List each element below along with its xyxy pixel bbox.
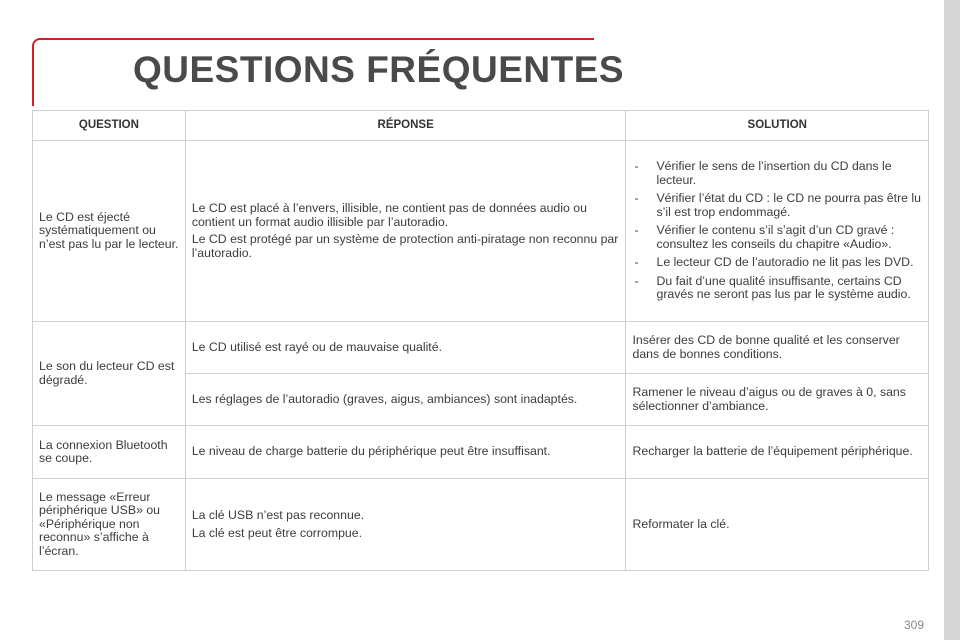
solution-item: - Vérifier le contenu s’il s’agit d’un CD gravé : consultez les conseils du chapitre «Audio». — [632, 224, 922, 251]
page-number: 309 — [904, 618, 925, 632]
solution-list — [632, 160, 922, 302]
table-row — [33, 322, 929, 374]
solution-cell: Insérer des CD de bonne qualité et les conserver dans de bonnes conditions. — [626, 322, 929, 374]
solution-cell: Ramener le niveau d’aigus ou de graves à 0, sans sélectionner d’ambiance. — [626, 374, 929, 426]
header-question: QUESTION — [33, 111, 186, 141]
header-solution: SOLUTION — [626, 111, 929, 141]
response-cell — [185, 141, 626, 322]
faq-table — [32, 110, 929, 571]
response-text: La clé USB n’est pas reconnue. — [191, 508, 365, 522]
solution-cell: Reformater la clé. — [626, 479, 929, 571]
question-cell: Le CD est éjecté systématiquement ou n’est pas lu par le lecteur. — [33, 141, 186, 322]
header-response: RÉPONSE — [185, 111, 626, 141]
table-row — [33, 141, 929, 322]
table-row — [33, 426, 929, 479]
response-cell: Le CD utilisé est rayé ou de mauvaise qualité. — [185, 322, 626, 374]
page-title: QUESTIONS FRÉQUENTES — [133, 49, 625, 90]
question-cell: Le message «Erreur périphérique USB» ou «Périphérique non reconnu» s’affiche à l’écran. — [33, 479, 186, 571]
response-cell: Les réglages de l’autoradio (graves, aigus, ambiances) sont inadaptés. — [185, 374, 626, 426]
solution-cell — [626, 141, 929, 322]
response-text: Le CD est protégé par un système de protection anti-piratage non reconnu par l’autoradio. — [191, 232, 619, 260]
response-text: La clé est peut être corrompue. — [191, 525, 363, 540]
table-row — [33, 479, 929, 571]
solution-item: - Vérifier le sens de l’insertion du CD dans le lecteur. — [632, 160, 922, 187]
question-cell: Le son du lecteur CD est dégradé. — [33, 322, 186, 426]
solution-item: - Le lecteur CD de l’autoradio ne lit pas les DVD. — [632, 256, 922, 270]
page-side-bar — [944, 0, 960, 640]
response-cell: Le niveau de charge batterie du périphérique peut être insuffisant. — [185, 426, 626, 479]
response-cell — [185, 479, 626, 571]
solution-cell: Recharger la batterie de l’équipement périphérique. — [626, 426, 929, 479]
solution-item: - Du fait d’une qualité insuffisante, certains CD gravés ne seront pas lus par le système audio. — [632, 275, 922, 302]
question-cell: La connexion Bluetooth se coupe. — [33, 426, 186, 479]
response-text: Le CD est placé à l’envers, illisible, ne contient pas de données audio ou contient un format audio illisible par l’autoradio. — [191, 201, 587, 229]
solution-item: - Vérifier l’état du CD : le CD ne pourra pas être lu s’il est trop endommagé. — [632, 192, 922, 219]
table-header-row — [33, 111, 929, 141]
